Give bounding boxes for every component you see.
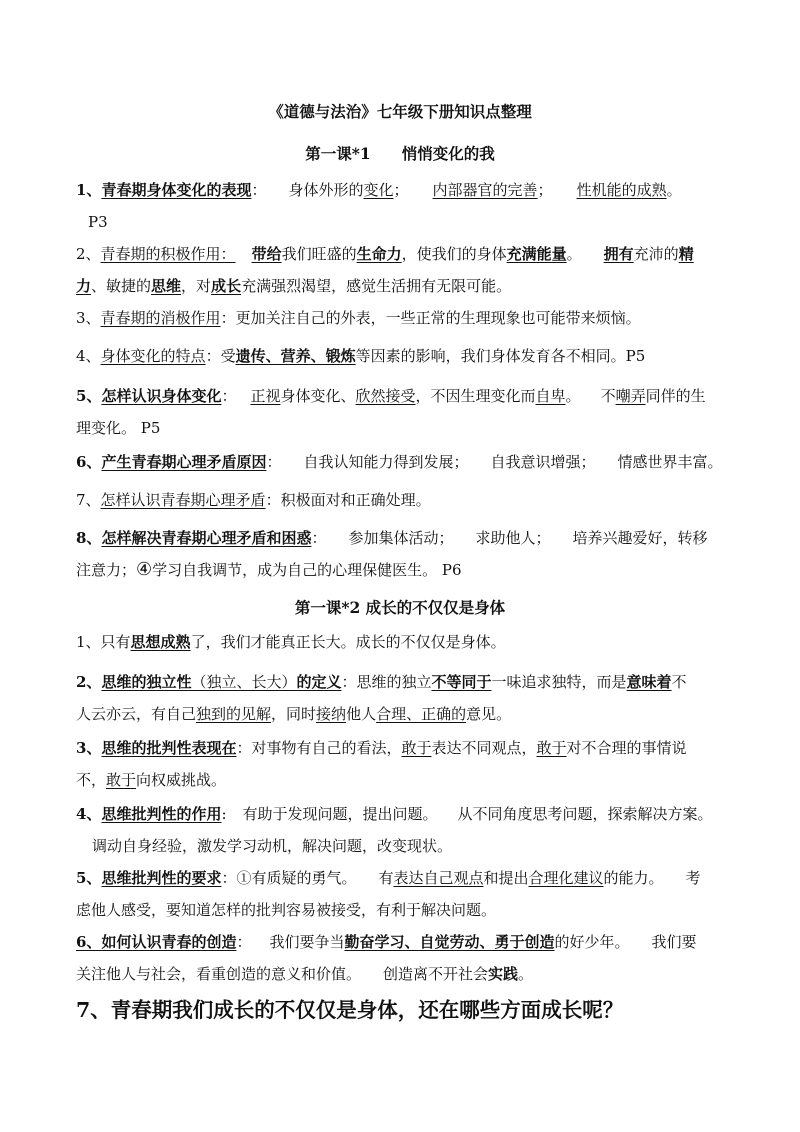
text: 从不同角度思考问题，探索解决方案。 xyxy=(457,805,713,823)
lesson2-title: 第一课*2 成长的不仅仅是身体 xyxy=(294,598,506,617)
bold-text: 生命力 xyxy=(356,245,402,263)
question-text: 7、青春期我们成长的不仅仅是身体，还在哪些方面成长呢？ xyxy=(76,998,624,1022)
text: 和提出 xyxy=(483,869,529,887)
underlined-text: 成熟 xyxy=(636,181,667,199)
page-ref: P3 xyxy=(88,213,108,231)
bold-text: 思想成熟 xyxy=(130,633,191,651)
underlined-text: 正视 xyxy=(250,387,281,405)
text: 理变化。 P5 xyxy=(76,419,161,437)
bold-text: 勤奋学习、自觉劳动、勇于创造 xyxy=(344,933,555,951)
colon: ： xyxy=(251,181,267,199)
text: 虑他人感受，要知道怎样的批判容易被接受，有利于解决问题。 xyxy=(76,901,497,919)
bold-text: 思维 xyxy=(151,277,182,295)
item-q1 xyxy=(76,626,744,658)
item-6 xyxy=(76,446,744,478)
underlined-text: 敢于 xyxy=(536,739,567,757)
text: ； xyxy=(537,181,553,199)
item-heading: 青春期身体变化的表现 xyxy=(101,181,252,199)
item-q4 xyxy=(76,798,744,862)
underlined-text: 接纳 xyxy=(316,705,347,723)
text: 的好少年。 xyxy=(554,933,630,951)
item-number: 5、 xyxy=(76,869,102,887)
item-q6 xyxy=(76,926,744,990)
colon: ： xyxy=(266,453,282,471)
item-4 xyxy=(76,340,744,372)
text: 一味追求独特，而是 xyxy=(491,673,627,691)
text: ，对 xyxy=(181,277,212,295)
circled-number-4: ④ xyxy=(136,559,153,580)
underlined-text: 变化 xyxy=(363,181,394,199)
text: 充沛的 xyxy=(633,245,679,263)
text: 对不合理的事情说 xyxy=(566,739,687,757)
item-heading: 身体变化的特点 xyxy=(100,347,206,365)
text: 同伴的生 xyxy=(645,387,706,405)
text: 身体外形的 xyxy=(288,181,364,199)
text: 意见。 xyxy=(466,705,512,723)
bold-text: 带给 xyxy=(251,245,282,263)
item-number: 4、 xyxy=(76,347,101,365)
lesson1-title: 第一课*1 悄悄变化的我 xyxy=(305,144,495,163)
bold-text: 意味着 xyxy=(626,673,672,691)
text: ，不因生理变化而 xyxy=(415,387,536,405)
colon: ： xyxy=(311,529,327,547)
item-q2 xyxy=(76,666,744,730)
text: 人云亦云，有自己 xyxy=(76,705,197,723)
item-heading: 怎样认识身体变化 xyxy=(101,387,222,405)
text: 。 xyxy=(666,181,682,199)
text: ：对事物有自己的看法， xyxy=(236,739,402,757)
item-heading: 怎样认识青春期心理矛盾 xyxy=(100,491,266,509)
item-number: 2、 xyxy=(76,673,102,691)
item-heading: 青春期的积极作用： xyxy=(100,245,236,263)
item-q5 xyxy=(76,862,744,926)
underlined-text: 独到的见解 xyxy=(196,705,272,723)
text: 的能力。 xyxy=(603,869,664,887)
text: 注意力； xyxy=(76,561,137,579)
text: 1、只有 xyxy=(76,633,131,651)
bold-text: 不等同于 xyxy=(431,673,492,691)
underlined-text: 嘲弄 xyxy=(615,387,646,405)
bold-text: 精 xyxy=(678,245,694,263)
text: 他人 xyxy=(346,705,377,723)
text: ：更加关注自己的外表，一些正常的生理现象也可能带来烦恼。 xyxy=(220,309,641,327)
underlined-text: 自卑 xyxy=(535,387,566,405)
underlined-text: 合理化建议 xyxy=(528,869,604,887)
underlined-text: 性机能的 xyxy=(576,181,637,199)
item-5 xyxy=(76,380,744,444)
item-number: 7、 xyxy=(76,491,101,509)
text: ：积极面对和正确处理。 xyxy=(265,491,431,509)
colon: ： xyxy=(236,933,252,951)
text: 创造离不开社会 xyxy=(383,965,489,983)
item-heading: 思维的批判性表现在 xyxy=(101,739,237,757)
item-number: 5、 xyxy=(76,387,102,405)
text: ，同时 xyxy=(271,705,317,723)
text: 有助于发现问题，提出问题。 xyxy=(242,805,438,823)
text: 关注他人与社会，看重创造的意义和价值。 xyxy=(76,965,362,983)
text: 我们要争当 xyxy=(269,933,345,951)
colon: : xyxy=(221,805,227,823)
bold-text: 实践 xyxy=(488,965,519,983)
item-number: 3、 xyxy=(76,739,102,757)
item-heading: 思维的独立性 xyxy=(101,673,192,691)
text: 不 xyxy=(671,673,687,691)
underlined-text: （独立、长大） xyxy=(191,673,297,691)
text: 培养兴趣爱好，转移 xyxy=(572,529,708,547)
underlined-text: 敢于 xyxy=(401,739,432,757)
item-2 xyxy=(76,238,744,302)
item-number: 3、 xyxy=(76,309,101,327)
text: 。 xyxy=(565,387,581,405)
item-7 xyxy=(76,484,744,516)
item-number: 2、 xyxy=(76,245,101,263)
text: ：受 xyxy=(205,347,236,365)
item-q3 xyxy=(76,732,744,796)
item-number: 6、 xyxy=(76,453,102,471)
item-number: 6、 xyxy=(76,933,102,951)
item-heading: 思维批判性的作用 xyxy=(101,805,222,823)
text: 。 xyxy=(518,965,534,983)
text: ：①有质疑的勇气。 xyxy=(221,869,357,887)
underlined-text: 合理、正确的 xyxy=(376,705,467,723)
underlined-text: 表达自己观点 xyxy=(393,869,484,887)
text: ，使我们的身体 xyxy=(401,245,507,263)
item-q7 xyxy=(76,992,744,1028)
item-3 xyxy=(76,302,744,334)
item-8 xyxy=(76,522,744,586)
text: 了，我们才能真正长大。成长的不仅仅是身体。 xyxy=(190,633,506,651)
text: 有 xyxy=(378,869,394,887)
underlined-text: 内部器官的 xyxy=(432,181,508,199)
item-number: 4、 xyxy=(76,805,102,823)
text: 充满强烈渴望，感觉生活拥有无限可能。 xyxy=(241,277,512,295)
text: 我们要 xyxy=(651,933,697,951)
item-heading: 产生青春期心理矛盾原因 xyxy=(101,453,267,471)
text: 不， xyxy=(76,771,107,789)
document-title: 《道德与法治》七年级下册知识点整理 xyxy=(268,102,532,121)
colon: ： xyxy=(221,387,237,405)
text: 我们旺盛的 xyxy=(281,245,357,263)
item-heading: 如何认识青春的创造 xyxy=(101,933,237,951)
text: 情感世界丰富。 xyxy=(617,453,723,471)
text: 。 xyxy=(566,245,582,263)
item-heading: 思维批判性的要求 xyxy=(101,869,222,887)
underlined-text: 完善 xyxy=(507,181,538,199)
bold-text: 拥有 xyxy=(603,245,634,263)
text: 表达不同观点， xyxy=(431,739,537,757)
bold-text: 力 xyxy=(76,277,92,295)
item-number: 8、 xyxy=(76,529,102,547)
item-heading: 的定义 xyxy=(296,673,342,691)
text: 自我认知能力得到发展； xyxy=(303,453,469,471)
item-number: 1、 xyxy=(76,181,102,199)
underlined-text: 欣然接受 xyxy=(355,387,416,405)
text: 参加集体活动； xyxy=(348,529,454,547)
text: ； xyxy=(393,181,409,199)
text: 等因素的影响，我们身体发育各不相同。P5 xyxy=(355,347,646,365)
text: ：思维的独立 xyxy=(341,673,432,691)
text: 、敏捷的 xyxy=(91,277,152,295)
text: 考 xyxy=(685,869,701,887)
item-1 xyxy=(76,174,744,238)
text: 自我意识增强； xyxy=(490,453,596,471)
text: 求助他人； xyxy=(475,529,551,547)
bold-text: 充满能量 xyxy=(506,245,567,263)
underlined-text: 敢于 xyxy=(106,771,137,789)
bold-text: 遗传、营养、锻炼 xyxy=(235,347,356,365)
item-heading: 怎样解决青春期心理矛盾和困惑 xyxy=(101,529,312,547)
item-heading: 青春期的消极作用 xyxy=(100,309,221,327)
text: 向权威挑战。 xyxy=(136,771,227,789)
bold-text: 成长 xyxy=(211,277,242,295)
text: 调动自身经验，激发学习动机，解决问题，改变现状。 xyxy=(92,837,453,855)
text: 身体变化、 xyxy=(280,387,356,405)
text: 不 xyxy=(600,387,616,405)
text: 学习自我调节，成为自己的心理保健医生。 P6 xyxy=(152,561,462,579)
